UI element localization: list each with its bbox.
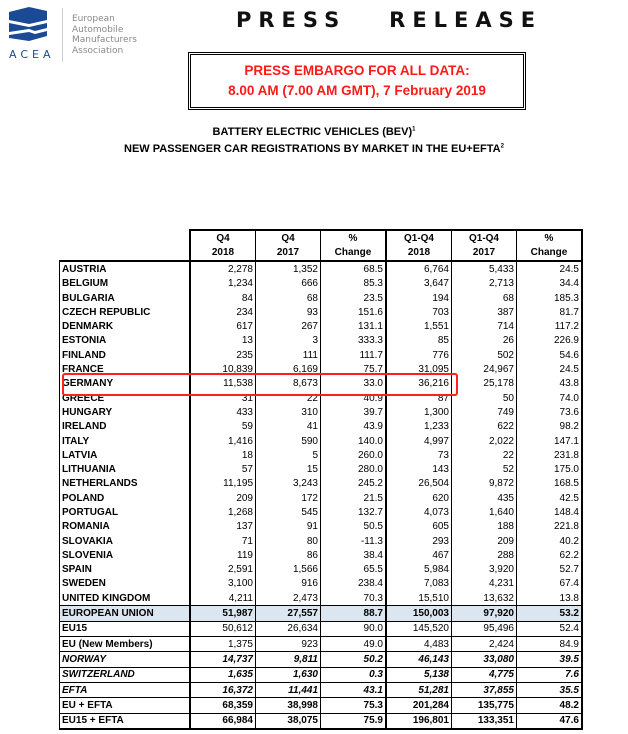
cell-q1q4-2017: 5,433: [452, 261, 517, 276]
cell-q1q4-2017: 24,967: [452, 362, 517, 376]
cell-pct-change-q1q4: 40.2: [517, 534, 583, 548]
cell-q4-2018: 4,211: [190, 591, 256, 606]
cell-q1q4-2018: 31,095: [386, 362, 452, 376]
table-row: [60, 420, 583, 434]
cell-q4-2017: 11,441: [256, 682, 321, 697]
cell-pct-change-q4: 333.3: [321, 334, 387, 348]
table-row: [60, 637, 583, 652]
cell-pct-change-q4: 111.7: [321, 348, 387, 362]
market-name: BULGARIA: [60, 291, 191, 305]
market-name: GREECE: [60, 391, 191, 405]
table-row: [60, 434, 583, 448]
table-row: [60, 477, 583, 491]
cell-q4-2018: 1,635: [190, 667, 256, 682]
cell-q1q4-2018: 87: [386, 391, 452, 405]
cell-q1q4-2018: 4,997: [386, 434, 452, 448]
cell-q1q4-2018: 620: [386, 491, 452, 505]
cell-q1q4-2018: 6,764: [386, 261, 452, 276]
logo-acronym: ACEA: [9, 48, 55, 61]
table-row: [60, 305, 583, 319]
table-row: [60, 682, 583, 697]
report-subtitle-text: NEW PASSENGER CAR REGISTRATIONS BY MARKET IN THE EU+EFTA: [124, 143, 501, 155]
table-row: [60, 606, 583, 621]
cell-q4-2017: 1,352: [256, 261, 321, 276]
table-row: [60, 277, 583, 291]
market-name: IRELAND: [60, 420, 191, 434]
cell-q1q4-2017: 13,632: [452, 591, 517, 606]
cell-pct-change-q1q4: 73.6: [517, 405, 583, 419]
market-name: HUNGARY: [60, 405, 191, 419]
cell-q4-2017: 267: [256, 319, 321, 333]
cell-q1q4-2018: 1,300: [386, 405, 452, 419]
cell-q1q4-2017: 97,920: [452, 606, 517, 621]
market-name: SWITZERLAND: [60, 667, 191, 682]
cell-pct-change-q1q4: 221.8: [517, 520, 583, 534]
cell-pct-change-q1q4: 13.8: [517, 591, 583, 606]
cell-q1q4-2017: 209: [452, 534, 517, 548]
cell-pct-change-q4: 65.5: [321, 563, 387, 577]
header-q4-2017-year: 2017: [256, 245, 321, 261]
cell-q1q4-2018: 7,083: [386, 577, 452, 591]
cell-q4-2017: 93: [256, 305, 321, 319]
market-name: CZECH REPUBLIC: [60, 305, 191, 319]
cell-q4-2018: 18: [190, 448, 256, 462]
cell-pct-change-q4: 43.9: [321, 420, 387, 434]
cell-pct-change-q1q4: 175.0: [517, 462, 583, 476]
table-row: [60, 377, 583, 391]
cell-pct-change-q4: -11.3: [321, 534, 387, 548]
embargo-line-2: 8.00 AM (7.00 AM GMT), 7 February 2019: [228, 83, 486, 98]
cell-q1q4-2017: 95,496: [452, 621, 517, 636]
cell-q4-2018: 84: [190, 291, 256, 305]
cell-q4-2017: 8,673: [256, 377, 321, 391]
market-name: EFTA: [60, 682, 191, 697]
cell-q4-2017: 22: [256, 391, 321, 405]
cell-q4-2018: 31: [190, 391, 256, 405]
cell-q1q4-2018: 15,510: [386, 591, 452, 606]
cell-q4-2018: 2,278: [190, 261, 256, 276]
cell-pct-change-q1q4: 24.5: [517, 261, 583, 276]
cell-q1q4-2018: 5,984: [386, 563, 452, 577]
table-row: [60, 577, 583, 591]
cell-q4-2017: 91: [256, 520, 321, 534]
cell-q1q4-2018: 73: [386, 448, 452, 462]
cell-q4-2018: 16,372: [190, 682, 256, 697]
report-title: [0, 126, 628, 138]
cell-q4-2017: 38,998: [256, 698, 321, 713]
cell-q1q4-2018: 3,647: [386, 277, 452, 291]
cell-q4-2017: 26,634: [256, 621, 321, 636]
cell-pct-change-q1q4: 52.7: [517, 563, 583, 577]
acea-cube-logo-icon: [7, 6, 51, 42]
cell-pct-change-q4: 260.0: [321, 448, 387, 462]
cell-q1q4-2017: 4,775: [452, 667, 517, 682]
cell-pct-change-q1q4: 24.5: [517, 362, 583, 376]
cell-pct-change-q4: 151.6: [321, 305, 387, 319]
market-name: EU (New Members): [60, 637, 191, 652]
cell-q4-2018: 50,612: [190, 621, 256, 636]
table-row: [60, 652, 583, 667]
cell-q1q4-2017: 52: [452, 462, 517, 476]
cell-pct-change-q1q4: 185.3: [517, 291, 583, 305]
cell-pct-change-q1q4: 117.2: [517, 319, 583, 333]
cell-pct-change-q4: 245.2: [321, 477, 387, 491]
cell-pct-change-q4: 33.0: [321, 377, 387, 391]
table-row: [60, 261, 583, 276]
cell-q1q4-2018: 467: [386, 548, 452, 562]
cell-q1q4-2017: 2,022: [452, 434, 517, 448]
cell-q4-2017: 38,075: [256, 713, 321, 729]
market-name: AUSTRIA: [60, 261, 191, 276]
cell-q1q4-2017: 3,920: [452, 563, 517, 577]
cell-q4-2018: 617: [190, 319, 256, 333]
cell-q1q4-2017: 133,351: [452, 713, 517, 729]
table-row: [60, 448, 583, 462]
cell-q4-2018: 14,737: [190, 652, 256, 667]
cell-q1q4-2017: 2,424: [452, 637, 517, 652]
cell-q4-2017: 3: [256, 334, 321, 348]
cell-q4-2017: 15: [256, 462, 321, 476]
cell-q1q4-2017: 288: [452, 548, 517, 562]
registrations-table: [59, 229, 583, 730]
cell-q1q4-2018: 51,281: [386, 682, 452, 697]
cell-q4-2017: 6,169: [256, 362, 321, 376]
cell-q4-2017: 80: [256, 534, 321, 548]
cell-pct-change-q1q4: 7.6: [517, 667, 583, 682]
cell-pct-change-q4: 43.1: [321, 682, 387, 697]
cell-q1q4-2017: 622: [452, 420, 517, 434]
cell-q4-2018: 11,538: [190, 377, 256, 391]
cell-q4-2017: 310: [256, 405, 321, 419]
cell-q1q4-2018: 143: [386, 462, 452, 476]
table-row: [60, 591, 583, 606]
cell-pct-change-q4: 75.9: [321, 713, 387, 729]
cell-q4-2018: 2,591: [190, 563, 256, 577]
cell-pct-change-q1q4: 148.4: [517, 505, 583, 519]
header-pct-change-q4-label: Change: [321, 245, 387, 261]
cell-pct-change-q4: 39.7: [321, 405, 387, 419]
cell-pct-change-q1q4: 67.4: [517, 577, 583, 591]
footnote-marker: 2: [500, 143, 504, 150]
cell-q1q4-2017: 749: [452, 405, 517, 419]
cell-pct-change-q1q4: 226.9: [517, 334, 583, 348]
cell-pct-change-q4: 88.7: [321, 606, 387, 621]
cell-pct-change-q1q4: 54.6: [517, 348, 583, 362]
logo-divider: [62, 8, 63, 62]
table-row: [60, 563, 583, 577]
cell-q4-2017: 1,630: [256, 667, 321, 682]
cell-pct-change-q4: 49.0: [321, 637, 387, 652]
cell-q1q4-2017: 435: [452, 491, 517, 505]
cell-q1q4-2018: 196,801: [386, 713, 452, 729]
market-name: NORWAY: [60, 652, 191, 667]
cell-pct-change-q4: 90.0: [321, 621, 387, 636]
cell-q1q4-2018: 1,233: [386, 420, 452, 434]
header-pct-change-q1q4-label: Change: [517, 245, 583, 261]
cell-pct-change-q4: 23.5: [321, 291, 387, 305]
table-row: [60, 698, 583, 713]
cell-q4-2017: 41: [256, 420, 321, 434]
cell-q1q4-2018: 4,073: [386, 505, 452, 519]
market-name: DENMARK: [60, 319, 191, 333]
cell-q1q4-2017: 714: [452, 319, 517, 333]
cell-pct-change-q4: 70.3: [321, 591, 387, 606]
cell-q1q4-2017: 502: [452, 348, 517, 362]
table-row: [60, 621, 583, 636]
cell-q1q4-2018: 5,138: [386, 667, 452, 682]
cell-q4-2017: 68: [256, 291, 321, 305]
cell-pct-change-q1q4: 39.5: [517, 652, 583, 667]
market-name: SWEDEN: [60, 577, 191, 591]
cell-pct-change-q4: 21.5: [321, 491, 387, 505]
cell-q1q4-2018: 776: [386, 348, 452, 362]
cell-q4-2018: 59: [190, 420, 256, 434]
cell-q4-2018: 68,359: [190, 698, 256, 713]
table-row: [60, 291, 583, 305]
cell-q1q4-2017: 387: [452, 305, 517, 319]
cell-q4-2018: 1,416: [190, 434, 256, 448]
cell-q4-2018: 3,100: [190, 577, 256, 591]
cell-q1q4-2018: 26,504: [386, 477, 452, 491]
cell-pct-change-q4: 132.7: [321, 505, 387, 519]
cell-pct-change-q4: 38.4: [321, 548, 387, 562]
cell-pct-change-q1q4: 43.8: [517, 377, 583, 391]
cell-pct-change-q1q4: 53.2: [517, 606, 583, 621]
cell-pct-change-q1q4: 98.2: [517, 420, 583, 434]
cell-q4-2017: 916: [256, 577, 321, 591]
cell-q1q4-2017: 25,178: [452, 377, 517, 391]
cell-pct-change-q1q4: 48.2: [517, 698, 583, 713]
header-blank: [60, 230, 191, 245]
cell-q4-2018: 433: [190, 405, 256, 419]
table-row: [60, 491, 583, 505]
table-row: [60, 348, 583, 362]
cell-q4-2018: 66,984: [190, 713, 256, 729]
cell-pct-change-q1q4: 35.5: [517, 682, 583, 697]
logo-organization-name: [72, 14, 137, 56]
cell-q4-2018: 137: [190, 520, 256, 534]
market-name: NETHERLANDS: [60, 477, 191, 491]
cell-q1q4-2018: 703: [386, 305, 452, 319]
table-row: [60, 362, 583, 376]
cell-q4-2017: 9,811: [256, 652, 321, 667]
header-q1q4-2018: Q1-Q4: [386, 230, 452, 245]
acea-logo: [4, 4, 154, 64]
cell-q1q4-2018: 605: [386, 520, 452, 534]
cell-q1q4-2018: 85: [386, 334, 452, 348]
table-row: [60, 405, 583, 419]
market-name: EUROPEAN UNION: [60, 606, 191, 621]
cell-pct-change-q4: 68.5: [321, 261, 387, 276]
cell-pct-change-q4: 0.3: [321, 667, 387, 682]
table-row: [60, 713, 583, 729]
header-q1q4-2017-year: 2017: [452, 245, 517, 261]
embargo-notice-box: [188, 52, 526, 110]
market-name: ROMANIA: [60, 520, 191, 534]
logo-name-line: Manufacturers: [72, 35, 137, 45]
cell-q1q4-2018: 4,483: [386, 637, 452, 652]
cell-q4-2017: 172: [256, 491, 321, 505]
table-row: [60, 505, 583, 519]
cell-pct-change-q1q4: 81.7: [517, 305, 583, 319]
cell-q4-2018: 209: [190, 491, 256, 505]
cell-pct-change-q4: 131.1: [321, 319, 387, 333]
cell-q4-2017: 86: [256, 548, 321, 562]
cell-q1q4-2017: 26: [452, 334, 517, 348]
cell-q4-2017: 666: [256, 277, 321, 291]
cell-pct-change-q1q4: 74.0: [517, 391, 583, 405]
header-q4-2018-year: 2018: [190, 245, 256, 261]
cell-pct-change-q1q4: 47.6: [517, 713, 583, 729]
table-row: [60, 391, 583, 405]
market-name: FRANCE: [60, 362, 191, 376]
market-name: POLAND: [60, 491, 191, 505]
cell-q1q4-2017: 188: [452, 520, 517, 534]
cell-pct-change-q1q4: 52.4: [517, 621, 583, 636]
cell-pct-change-q4: 280.0: [321, 462, 387, 476]
cell-pct-change-q1q4: 84.9: [517, 637, 583, 652]
cell-pct-change-q4: 85.3: [321, 277, 387, 291]
embargo-line-1: PRESS EMBARGO FOR ALL DATA:: [244, 63, 470, 78]
header-pct-change-q1q4: %: [517, 230, 583, 245]
cell-q1q4-2017: 33,080: [452, 652, 517, 667]
header-q1q4-2017: Q1-Q4: [452, 230, 517, 245]
cell-q1q4-2017: 9,872: [452, 477, 517, 491]
header-q4-2018: Q4: [190, 230, 256, 245]
market-name: LATVIA: [60, 448, 191, 462]
cell-pct-change-q4: 140.0: [321, 434, 387, 448]
cell-q1q4-2017: 22: [452, 448, 517, 462]
market-name: EU15 + EFTA: [60, 713, 191, 729]
cell-q1q4-2017: 37,855: [452, 682, 517, 697]
cell-q1q4-2018: 194: [386, 291, 452, 305]
report-subtitle: [0, 143, 628, 155]
cell-q4-2018: 71: [190, 534, 256, 548]
cell-pct-change-q1q4: 42.5: [517, 491, 583, 505]
header-blank: [60, 245, 191, 261]
cell-q4-2017: 3,243: [256, 477, 321, 491]
cell-q4-2017: 5: [256, 448, 321, 462]
cell-q1q4-2018: 46,143: [386, 652, 452, 667]
cell-pct-change-q4: 50.2: [321, 652, 387, 667]
cell-q4-2017: 1,566: [256, 563, 321, 577]
cell-q1q4-2017: 4,231: [452, 577, 517, 591]
cell-pct-change-q1q4: 231.8: [517, 448, 583, 462]
market-name: SLOVAKIA: [60, 534, 191, 548]
cell-q1q4-2017: 2,713: [452, 277, 517, 291]
cell-q4-2017: 545: [256, 505, 321, 519]
cell-pct-change-q1q4: 34.4: [517, 277, 583, 291]
press-release-title: PRESS RELEASE: [236, 8, 543, 32]
market-name: FINLAND: [60, 348, 191, 362]
market-name: SLOVENIA: [60, 548, 191, 562]
header-q1q4-2018-year: 2018: [386, 245, 452, 261]
market-name: ITALY: [60, 434, 191, 448]
table-row: [60, 334, 583, 348]
cell-pct-change-q4: 75.3: [321, 698, 387, 713]
cell-q4-2018: 10,839: [190, 362, 256, 376]
cell-q4-2018: 1,268: [190, 505, 256, 519]
cell-q4-2017: 2,473: [256, 591, 321, 606]
cell-q4-2017: 111: [256, 348, 321, 362]
cell-q4-2018: 13: [190, 334, 256, 348]
cell-q4-2017: 590: [256, 434, 321, 448]
market-name: ESTONIA: [60, 334, 191, 348]
cell-q4-2018: 1,375: [190, 637, 256, 652]
table-row: [60, 548, 583, 562]
cell-pct-change-q4: 75.7: [321, 362, 387, 376]
cell-q4-2018: 57: [190, 462, 256, 476]
report-title-text: BATTERY ELECTRIC VEHICLES (BEV): [212, 126, 413, 138]
cell-q1q4-2017: 68: [452, 291, 517, 305]
table-row: [60, 667, 583, 682]
market-name: SPAIN: [60, 563, 191, 577]
logo-name-line: European: [72, 14, 115, 24]
header-pct-change-q4: %: [321, 230, 387, 245]
cell-pct-change-q1q4: 147.1: [517, 434, 583, 448]
cell-pct-change-q4: 238.4: [321, 577, 387, 591]
market-name: LITHUANIA: [60, 462, 191, 476]
market-name: EU + EFTA: [60, 698, 191, 713]
cell-q4-2017: 923: [256, 637, 321, 652]
header-q4-2017: Q4: [256, 230, 321, 245]
cell-q4-2018: 1,234: [190, 277, 256, 291]
market-name: GERMANY: [60, 377, 191, 391]
cell-q1q4-2018: 36,216: [386, 377, 452, 391]
cell-q1q4-2018: 293: [386, 534, 452, 548]
table-header-row-2: [60, 245, 583, 261]
cell-q1q4-2018: 201,284: [386, 698, 452, 713]
cell-q1q4-2017: 135,775: [452, 698, 517, 713]
cell-pct-change-q4: 40.9: [321, 391, 387, 405]
cell-q1q4-2017: 50: [452, 391, 517, 405]
cell-q4-2018: 235: [190, 348, 256, 362]
cell-q1q4-2018: 145,520: [386, 621, 452, 636]
cell-q4-2018: 11,195: [190, 477, 256, 491]
cell-q4-2018: 234: [190, 305, 256, 319]
table-row: [60, 534, 583, 548]
cell-q1q4-2018: 1,551: [386, 319, 452, 333]
logo-name-line: Automobile: [72, 24, 124, 35]
footnote-marker: 1: [412, 126, 416, 133]
table-row: [60, 462, 583, 476]
table-row: [60, 319, 583, 333]
cell-pct-change-q1q4: 62.2: [517, 548, 583, 562]
cell-pct-change-q4: 50.5: [321, 520, 387, 534]
logo-name-line: Association: [72, 45, 124, 56]
table-row: [60, 520, 583, 534]
market-name: EU15: [60, 621, 191, 636]
cell-q1q4-2017: 1,640: [452, 505, 517, 519]
cell-q4-2018: 51,987: [190, 606, 256, 621]
market-name: UNITED KINGDOM: [60, 591, 191, 606]
cell-q4-2018: 119: [190, 548, 256, 562]
cell-q4-2017: 27,557: [256, 606, 321, 621]
cell-pct-change-q1q4: 168.5: [517, 477, 583, 491]
table-header-row: [60, 230, 583, 245]
cell-q1q4-2018: 150,003: [386, 606, 452, 621]
market-name: BELGIUM: [60, 277, 191, 291]
market-name: PORTUGAL: [60, 505, 191, 519]
